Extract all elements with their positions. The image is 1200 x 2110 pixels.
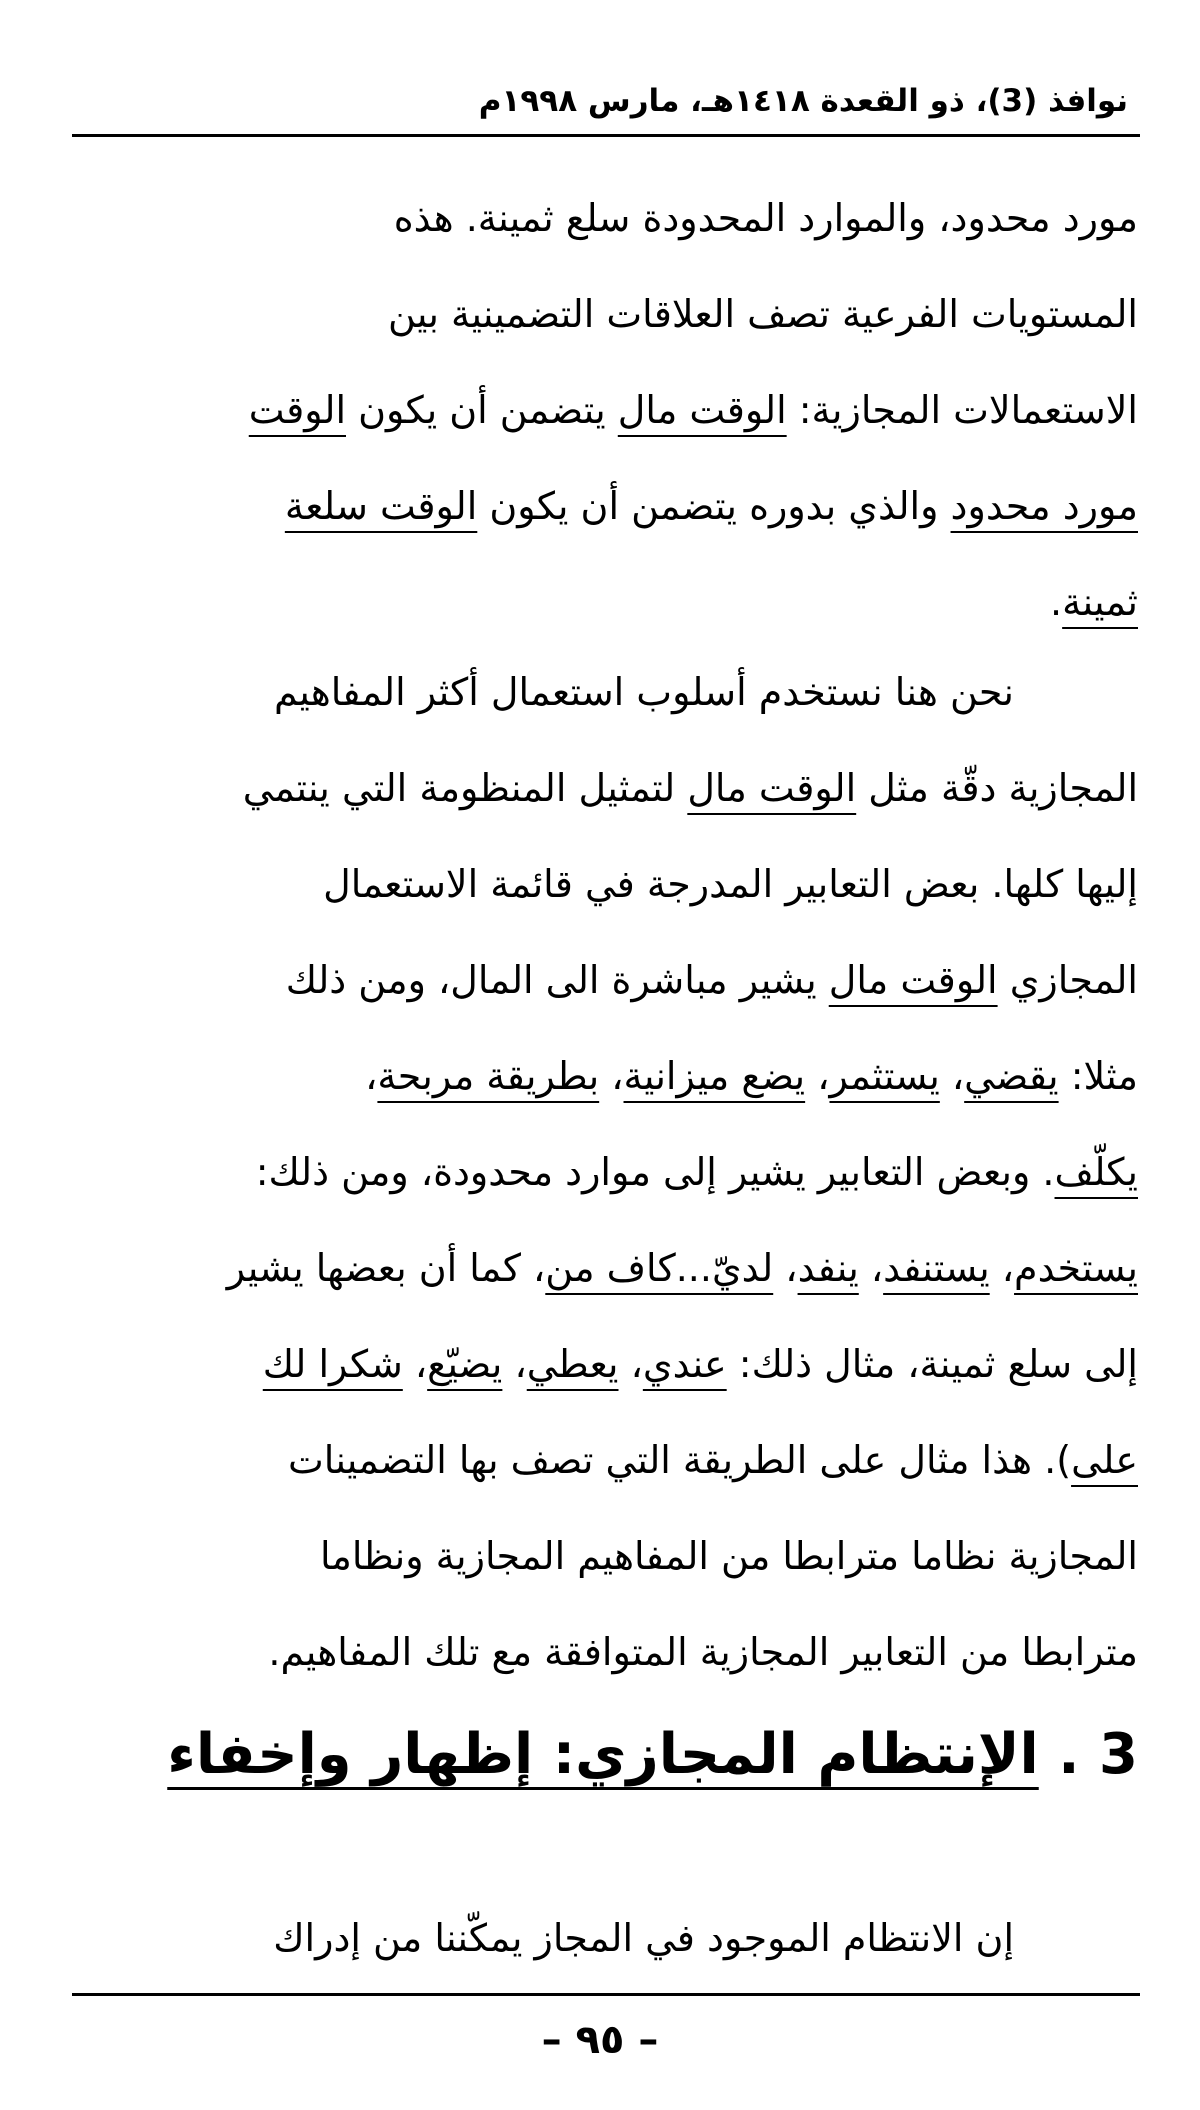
text-run: . وبعض التعابير يشير إلى موارد محدودة، ومن ذلك:: [255, 1150, 1055, 1194]
closing-paragraph: إن الانتظام الموجود في المجاز يمكّننا من إدراك: [273, 1916, 1014, 1960]
underlined-term: يعطي: [526, 1342, 619, 1386]
paragraph-line: [76, 836, 1138, 932]
underlined-term: يكلّف: [1054, 1150, 1138, 1194]
text-run: ،: [502, 1342, 527, 1386]
text-run: ،: [939, 1054, 965, 1098]
text-run: نحن هنا نستخدم أسلوب استعمال أكثر المفاهيم: [273, 670, 1014, 714]
paragraph-line: [76, 458, 1138, 554]
paragraph-2: [76, 644, 1138, 1700]
text-run: ،: [365, 1054, 378, 1098]
text-run: والذي بدوره يتضمن أن يكون: [477, 484, 951, 528]
section-title: الإنتظام المجازي: إظهار وإخفاء: [167, 1722, 1039, 1787]
text-run: ،: [773, 1246, 798, 1290]
section-heading: [76, 1700, 1138, 1810]
underlined-term: ثمينة: [1062, 580, 1138, 624]
text-run: يتضمن أن يكون: [346, 388, 618, 432]
paragraph-line: [76, 1028, 1138, 1124]
underlined-term: يستثمر: [829, 1054, 940, 1098]
text-run: المجازي: [997, 958, 1138, 1002]
text-run: ،: [858, 1246, 884, 1290]
paragraph-line: [76, 266, 1138, 362]
underlined-term: الوقت سلعة: [284, 484, 478, 528]
running-header: نوافذ (3)، ذو القعدة ١٤١٨هـ، مارس ١٩٩٨م: [478, 83, 1128, 119]
underlined-term: يستنفد: [883, 1246, 990, 1290]
text-run: الاستعمالات المجازية:: [786, 388, 1138, 432]
text-run: مثلا:: [1058, 1054, 1138, 1098]
text-run: إليها كلها. بعض التعابير المدرجة في قائمة الاستعمال: [323, 862, 1138, 906]
text-run: مترابطا من التعابير المجازية المتوافقة مع تلك المفاهيم.: [268, 1630, 1138, 1674]
paragraph-line: [76, 1124, 1138, 1220]
paragraph-line: [76, 170, 1138, 266]
paragraph-line: [76, 932, 1138, 1028]
text-run: إلى سلع ثمينة، مثال ذلك:: [726, 1342, 1138, 1386]
page-number: – ٩٥ –: [541, 2017, 659, 2063]
text-run: .: [1050, 580, 1063, 624]
paragraph-line: [76, 1316, 1138, 1412]
text-run: المستويات الفرعية تصف العلاقات التضمينية بين: [387, 292, 1138, 336]
paragraph-line: [76, 362, 1138, 458]
underlined-term: يضع ميزانية: [623, 1054, 806, 1098]
text-run: ). هذا مثال على الطريقة التي تصف بها التضمينات: [287, 1438, 1072, 1482]
paragraph-1: [76, 170, 1138, 650]
underlined-term: بطريقة مربحة: [377, 1054, 600, 1098]
underlined-term: الوقت مال: [687, 766, 857, 810]
text-run: ،: [599, 1054, 624, 1098]
section-number: 3 .: [1058, 1722, 1138, 1787]
paragraph-line: [76, 1220, 1138, 1316]
text-run: المجازية دقّة مثل: [856, 766, 1138, 810]
text-run: ، كما أن بعضها يشير: [226, 1246, 546, 1290]
text-run: مورد محدود، والموارد المحدودة سلع ثمينة. هذه: [393, 196, 1138, 240]
underlined-term: يقضي: [964, 1054, 1059, 1098]
underlined-term: يضيّع: [427, 1342, 503, 1386]
paragraph-line: [76, 1508, 1138, 1604]
text-run: يشير مباشرة الى المال، ومن ذلك: [285, 958, 829, 1002]
header-rule: [72, 134, 1140, 137]
paragraph-line: [76, 1412, 1138, 1508]
underlined-term: على: [1071, 1438, 1138, 1482]
footer-rule: [72, 1993, 1140, 1996]
text-run: ،: [989, 1246, 1015, 1290]
underlined-term: عندي: [642, 1342, 727, 1386]
text-run: لتمثيل المنظومة التي ينتمي: [242, 766, 688, 810]
text-run: المجازية نظاما مترابطا من المفاهيم المجازية ونظاما: [319, 1534, 1138, 1578]
underlined-term: شكرا لك: [262, 1342, 403, 1386]
paragraph-line: [76, 644, 1138, 740]
underlined-term: الوقت مال: [617, 388, 787, 432]
paragraph-line: [76, 1604, 1138, 1700]
underlined-term: يستخدم: [1014, 1246, 1138, 1290]
underlined-term: الوقت مال: [828, 958, 998, 1002]
text-run: ،: [618, 1342, 643, 1386]
underlined-term: ينفد: [797, 1246, 859, 1290]
underlined-term: مورد محدود: [950, 484, 1138, 528]
paragraph-line: [76, 554, 1138, 650]
paragraph-line: [76, 740, 1138, 836]
underlined-term: لديّ...كاف من: [545, 1246, 774, 1290]
underlined-term: الوقت: [248, 388, 346, 432]
text-run: ،: [402, 1342, 428, 1386]
text-run: ،: [805, 1054, 830, 1098]
